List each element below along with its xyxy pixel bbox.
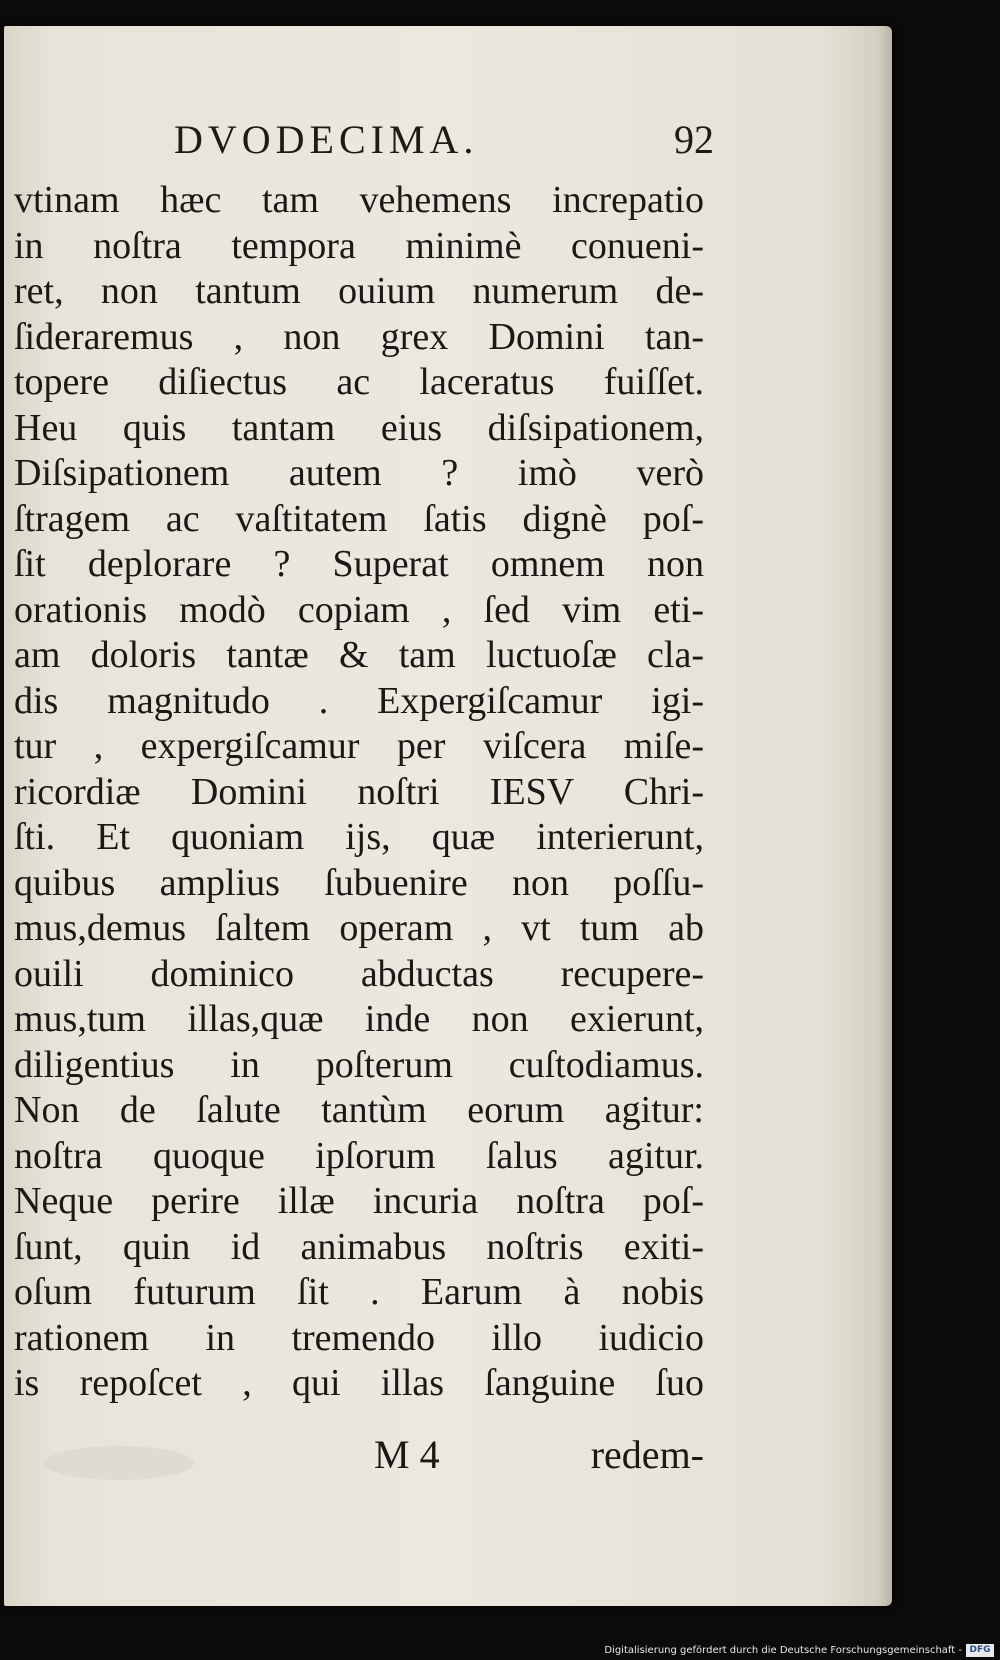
body-text: [14, 178, 704, 1407]
digitization-credit: Digitalisierung gefördert durch die Deutsche Forschungsgemeinschaft -: [604, 1645, 962, 1656]
text-line: ſunt, quin id animabus noſtris exiti-: [14, 1225, 704, 1268]
text-line: topere diſiectus ac laceratus fuiſſet.: [14, 361, 704, 403]
text-line: ricordiæ Domini noſtri IESV Chri-: [14, 770, 704, 813]
signature-mark: M 4: [374, 1432, 440, 1477]
scan-footer-bar: [0, 1640, 1000, 1660]
text-line: in noſtra tempora minimè conueni-: [14, 224, 704, 267]
text-line: vtinam hæc tam vehemens increpatio: [14, 179, 704, 221]
text-line: dis magnitudo . Expergiſcamur igi-: [14, 679, 704, 722]
text-line: noſtra quoque ipſorum ſalus agitur.: [14, 1134, 704, 1177]
catchword: redem-: [590, 1432, 704, 1477]
paper-stain: [44, 1446, 194, 1480]
text-line: diligentius in poſterum cuſtodiamus.: [14, 1043, 704, 1086]
text-line: orationis modò copiam , ſed vim eti-: [14, 588, 704, 631]
text-line: ſtragem ac vaſtitatem ſatis dignè poſ-: [14, 497, 704, 540]
text-line: am doloris tantæ & tam luctuoſæ cla-: [14, 634, 704, 676]
text-line: Non de ſalute tantùm eorum agitur:: [14, 1089, 704, 1131]
page-header: [174, 112, 714, 168]
text-line: rationem in tremendo illo iudicio: [14, 1316, 704, 1359]
text-line: quibus amplius ſubuenire non poſſu-: [14, 861, 704, 904]
page-edge-shadow: [878, 26, 892, 1606]
text-line: oſum futurum ſit . Earum à nobis: [14, 1271, 704, 1313]
page-number: 92: [674, 117, 714, 162]
book-page: [4, 26, 892, 1606]
text-line: tur , expergiſcamur per viſcera miſe-: [14, 725, 704, 767]
page-footer: [374, 1430, 704, 1480]
running-head: DVODECIMA.: [174, 117, 479, 162]
text-line: Neque perire illæ incuria noſtra poſ-: [14, 1180, 704, 1222]
text-line: ſti. Et quoniam ijs, quæ interierunt,: [14, 816, 704, 858]
text-line: mus,tum illas,quæ inde non exierunt,: [14, 998, 704, 1040]
text-line: Heu quis tantam eius diſsipationem,: [14, 406, 704, 449]
text-line: is repoſcet , qui illas ſanguine ſuo: [14, 1362, 704, 1404]
text-line: ouili dominico abductas recupere-: [14, 952, 704, 995]
dfg-logo-icon: DFG: [966, 1644, 994, 1657]
text-line: Diſsipationem autem ? imò verò: [14, 452, 704, 494]
text-line: ret, non tantum ouium numerum de-: [14, 270, 704, 312]
text-line: ſit deplorare ? Superat omnem non: [14, 543, 704, 585]
text-line: mus,demus ſaltem operam , vt tum ab: [14, 907, 704, 949]
text-line: ſideraremus , non grex Domini tan-: [14, 315, 704, 358]
